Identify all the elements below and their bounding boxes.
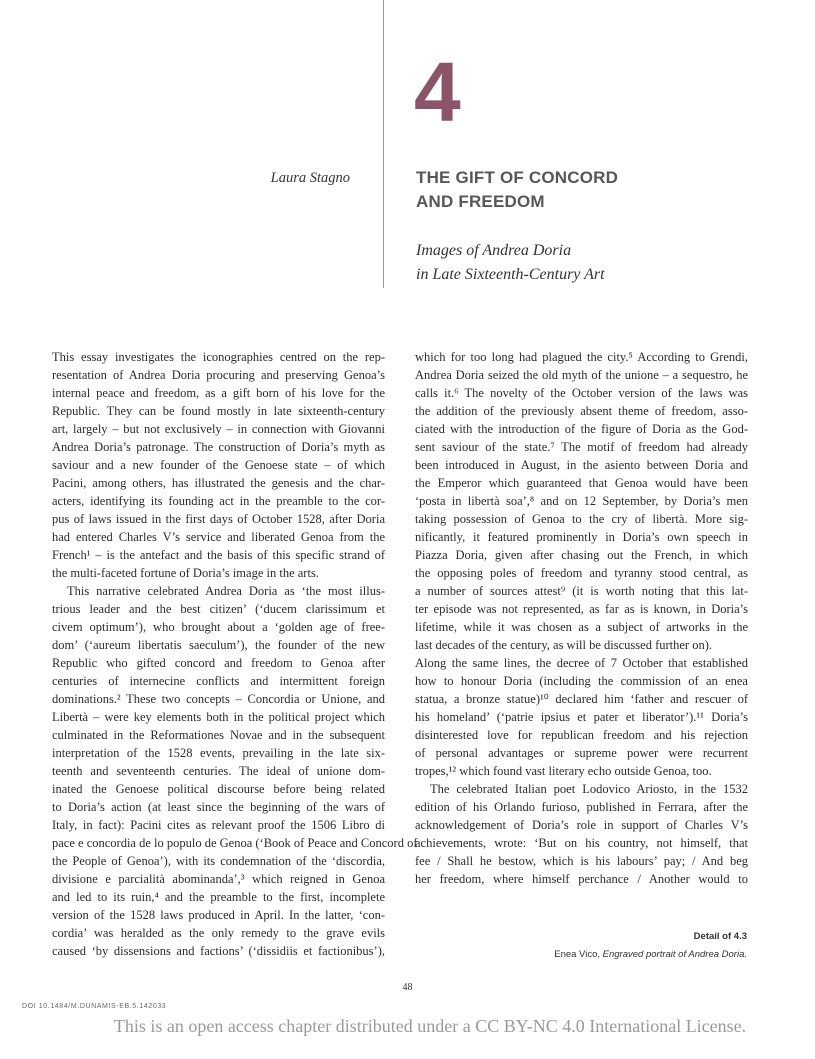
body-text-line: resentation of Andrea Doria procuring and preserving Genoa’s (52, 368, 385, 382)
body-text-line: the opposing poles of freedom and tyranny stood central, as (415, 566, 748, 580)
body-text-line: calls it.⁶ The novelty of the October version of the laws was (415, 386, 748, 400)
body-text-line: French¹ – is the antefact and the basis of this specific strand of (52, 548, 385, 562)
body-text-line: interpretation of the 1528 events, prevailing in the late six- (52, 746, 385, 760)
body-text-line: taking possession of Genoa to the cry of libertà. More sig- (415, 512, 748, 526)
body-text-line: edition of his Orlando furioso, published in Ferrara, after the (415, 800, 748, 814)
body-text-line: Piazza Doria, given after chasing out the French, in which (415, 548, 748, 562)
caption-text-italic: Engraved portrait of Andrea Doria. (602, 949, 747, 960)
chapter-title (416, 166, 736, 214)
body-text-line: caused ‘by dissensions and factions’ (‘dissidiis et factionibus’), (52, 944, 385, 958)
body-text-line: saviour and a new founder of the Genoese state – of which (52, 458, 385, 472)
body-text-line: dom’ (‘aureum libertatis saeculum’), the founder of the new (52, 638, 385, 652)
body-text-line: Andrea Doria’s patronage. The construction of Doria’s myth as (52, 440, 385, 454)
body-text-line: Along the same lines, the decree of 7 October that established (415, 656, 748, 670)
body-text-line: pus of laws issued in the first days of October 1528, after Doria (52, 512, 385, 526)
body-text-line: fee / Shall he bestow, which is his labours’ pay; / And beg (415, 854, 748, 868)
body-text-line: her freedom, where himself perchance / Another would to (415, 872, 748, 886)
body-text-line: pace e concordia de lo populo de Genoa (‘Book of Peace and Concord of (52, 836, 418, 850)
figure-caption (554, 928, 747, 964)
body-text-line: This narrative celebrated Andrea Doria as ‘the most illus- (67, 584, 385, 598)
body-text-line: culminated in the Reformationes Novae and in the subsequent (52, 728, 385, 742)
doi-identifier: DOI 10.1484/M.DUNAMIS-EB.5.142033 (22, 1003, 167, 1010)
body-text-line: art, largely – but not exclusively – in connection with Giovanni (52, 422, 385, 436)
body-text-line: the multi-faceted fortune of Doria’s image in the arts. (52, 566, 319, 580)
body-text-line: nificantly, it featured prominently in Doria’s own speech in (415, 530, 748, 544)
body-text-line: cordia’ was heralded as the only remedy to the grave evils (52, 926, 385, 940)
body-text-line: ‘posta in libertà soa’,⁸ and on 12 September, by Doria’s men (415, 494, 748, 508)
body-text-line: Republic who gifted concord and freedom to Genoa after (52, 656, 385, 670)
chapter-title-line: AND FREEDOM (416, 192, 545, 211)
chapter-subtitle-line: Images of Andrea Doria (416, 242, 572, 259)
chapter-subtitle (416, 239, 746, 287)
body-text-line: This essay investigates the iconographies centred on the rep- (52, 350, 385, 364)
header-divider-line (383, 0, 384, 288)
body-text-line: statua, a bronze statue)¹⁰ declared him ‘father and rescuer of (415, 692, 748, 706)
chapter-title-line: THE GIFT OF CONCORD (416, 168, 619, 187)
license-notice: This is an open access chapter distributed under a CC BY-NC 4.0 International License. (113, 1016, 747, 1036)
body-text-line: the addition of the previously absent theme of freedom, asso- (415, 404, 748, 418)
body-text-line: a number of sources attest⁹ (it is worth noting that this lat- (415, 584, 748, 598)
body-text-line: acters, identifying its founding act in the preamble to the cor- (52, 494, 385, 508)
body-text-line: to Doria’s action (at least since the beginning of the wars of (52, 800, 385, 814)
body-text-line: The celebrated Italian poet Lodovico Ariosto, in the 1532 (430, 782, 748, 796)
body-text-line: trious leader and the best citizen’ (‘ducem clarissimum et (52, 602, 385, 616)
body-text-line: and led to its ruin,⁴ and the preamble to the first, incomplete (52, 890, 385, 904)
body-text-line: ciated with the introduction of the figure of Doria as the God- (415, 422, 748, 436)
body-text-line: civem optimum’), who brought about a ‘golden age of free- (52, 620, 385, 634)
caption-text-prefix: Enea Vico, (554, 949, 603, 960)
chapter-number: 4 (414, 45, 461, 139)
body-text-line: inated the Genoese political discourse before being related (52, 782, 385, 796)
body-text-line: version of the 1528 laws produced in April. In the latter, ‘con- (52, 908, 385, 922)
body-text-line: divisione e parcialità abominanda’,³ which reigned in Genoa (52, 872, 385, 886)
body-text-line: last decades of the century, as will be discussed further on). (415, 638, 713, 652)
body-text-line: teenth and seventeenth centuries. The ideal of unione dom- (52, 764, 385, 778)
chapter-author: Laura Stagno (270, 170, 350, 186)
body-text-line: Republic. They can be found mostly in late sixteenth-century (52, 404, 385, 418)
body-text-line: tropes,¹² which found vast literary echo outside Genoa, too. (415, 764, 712, 778)
body-text-line: dominations.² These two concepts – Concordia or Unione, and (52, 692, 385, 706)
body-text-line: acknowledgement of Doria’s role in support of Charles V’s (415, 818, 748, 832)
body-text-line: had entered Charles V’s service and liberated Genoa from the (52, 530, 385, 544)
chapter-subtitle-line: in Late Sixteenth-Century Art (416, 266, 605, 283)
body-text-line: Pacini, among others, has illustrated the genesis and the char- (52, 476, 385, 490)
body-text-line: Andrea Doria seized the old myth of the unione – a sequestro, he (415, 368, 748, 382)
body-text-line: centuries of internecine conflicts and intermittent foreign (52, 674, 385, 688)
body-text-line: internal peace and freedom, as a gift born of his love for the (52, 386, 385, 400)
body-text-line: Italy, in fact): Pacini cites as relevant proof the 1506 Libro di (52, 818, 385, 832)
caption-label: Detail of 4.3 (693, 931, 747, 942)
body-column-right (415, 348, 748, 888)
body-column-left (52, 348, 418, 960)
body-text-line: the Emperor which guaranteed that Genoa would have been (415, 476, 748, 490)
body-text-line: been introduced in August, in the asiento between Doria and (415, 458, 748, 472)
page-number: 48 (402, 982, 413, 993)
body-text-line: his homeland’ (‘patrie ipsius et pater et liberator’).¹¹ Doria’s (415, 710, 748, 724)
body-text-line: how to honour Doria (including the commission of an enea (415, 674, 748, 688)
body-text-line: disinterested love for republican freedom and his rejection (415, 728, 748, 742)
body-text-line: the People of Genoa’), with its condemnation of the ‘discordia, (52, 854, 385, 868)
caption-text (554, 946, 747, 964)
body-text-line: of personal advantages or supreme power were recurrent (415, 746, 748, 760)
body-text-line: sent saviour of the state.⁷ The motif of freedom had already (415, 440, 748, 454)
body-text-line: Libertà – were key elements both in the political project which (52, 710, 385, 724)
body-text-line: ter episode was not represented, as far as is known, in Doria’s (415, 602, 748, 616)
body-text-line: which for too long had plagued the city.⁵ According to Grendi, (415, 350, 748, 364)
body-text-line: lifetime, while it was chosen as a subject of artworks in the (415, 620, 748, 634)
body-text-line: achievements, wrote: ‘But on his country, not himself, that (415, 836, 748, 850)
